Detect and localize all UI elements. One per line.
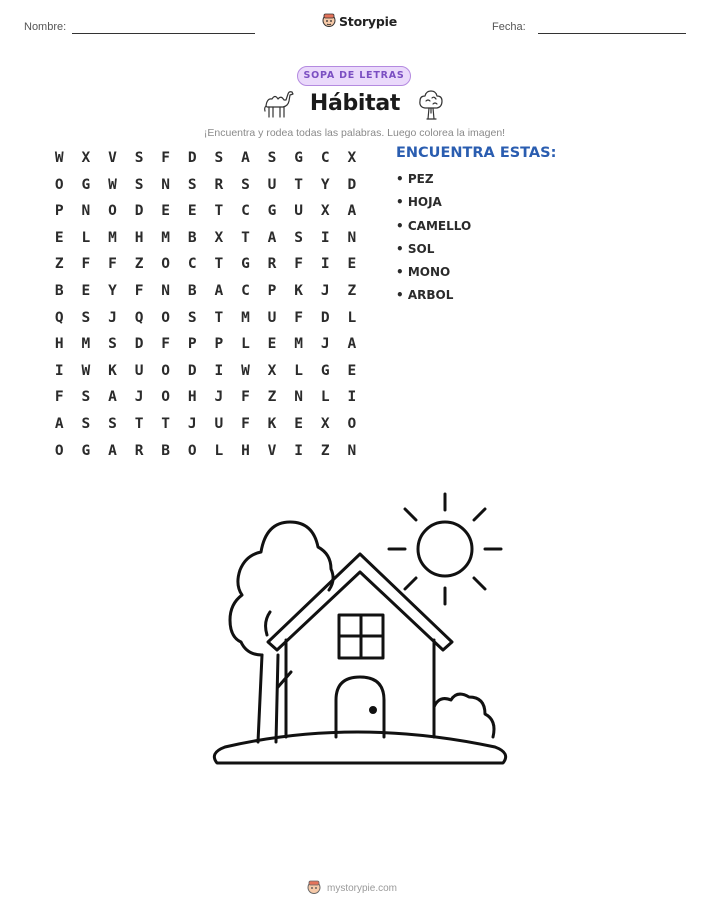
grid-letter[interactable]: S [187, 309, 197, 326]
grid-letter[interactable]: C [241, 203, 250, 220]
grid-letter[interactable]: I [347, 389, 357, 406]
instructions: ¡Encuentra y rodea todas las palabras. Luego colorea la imagen! [203, 127, 506, 139]
grid-letter[interactable]: O [187, 442, 197, 459]
grid-letter[interactable]: K [108, 362, 117, 379]
house-illustration[interactable] [205, 492, 510, 777]
grid-letter[interactable]: A [54, 415, 64, 432]
grid-letter[interactable]: H [241, 442, 250, 459]
grid-letter[interactable]: L [81, 229, 91, 246]
grid-letter[interactable]: D [134, 336, 144, 353]
grid-row [46, 176, 365, 203]
word-list-item: • SOL [396, 241, 435, 256]
date-label: Fecha: [492, 21, 526, 33]
grid-letter[interactable]: S [214, 150, 224, 166]
grid-letter[interactable]: G [81, 176, 91, 193]
grid-letter[interactable]: O [54, 176, 64, 193]
grid-letter[interactable]: N [161, 282, 171, 299]
grid-letter[interactable]: T [134, 415, 144, 432]
grid-letter[interactable]: P [54, 203, 64, 220]
grid-letter[interactable]: H [134, 229, 144, 246]
grid-letter[interactable]: B [187, 229, 197, 246]
tree-drawing [230, 522, 333, 742]
grid-letter[interactable]: G [81, 442, 91, 459]
grid-letter[interactable]: C [320, 150, 330, 166]
grid-letter[interactable]: M [108, 229, 117, 246]
grid-letter[interactable]: Z [320, 442, 330, 459]
grid-row [46, 229, 365, 256]
brand-name: Storypie [339, 13, 397, 29]
grid-letter[interactable]: G [241, 256, 250, 273]
grid-letter[interactable]: F [294, 309, 303, 326]
grid-letter[interactable]: A [347, 336, 357, 353]
grid-letter[interactable]: S [241, 176, 250, 193]
grid-letter[interactable]: F [134, 282, 144, 299]
grid-letter[interactable]: E [161, 203, 171, 220]
grid-letter[interactable]: F [81, 256, 91, 273]
grid-letter[interactable]: L [294, 362, 303, 379]
storypie-logo-icon [322, 13, 336, 29]
grid-letter[interactable]: J [187, 415, 197, 432]
brand-logo [322, 13, 397, 29]
grid-row [46, 415, 365, 442]
footer-url[interactable]: mystorypie.com [327, 882, 398, 894]
grid-letter[interactable]: L [347, 309, 357, 326]
grid-letter[interactable]: Z [347, 282, 357, 299]
grid-letter[interactable]: I [320, 256, 330, 273]
grid-letter[interactable]: X [267, 362, 277, 379]
house-drawing [268, 554, 452, 737]
grid-letter[interactable]: P [267, 282, 277, 299]
grid-letter[interactable]: U [214, 415, 224, 432]
grid-row [46, 202, 365, 229]
word-list-item: • HOJA [396, 195, 442, 210]
grid-letter[interactable]: A [108, 442, 117, 459]
word-list [396, 172, 471, 312]
grid-letter[interactable]: T [214, 309, 224, 326]
name-label: Nombre: [24, 21, 67, 33]
grid-letter[interactable]: L [214, 442, 224, 459]
grid-letter[interactable]: P [187, 336, 197, 353]
grid-letter[interactable]: F [108, 256, 117, 273]
storypie-logo-icon [307, 880, 321, 896]
grid-letter[interactable]: T [214, 256, 224, 273]
grid-letter[interactable]: J [214, 389, 224, 406]
grid-row [46, 362, 365, 389]
grid-letter[interactable]: N [161, 176, 171, 193]
grid-letter[interactable]: U [267, 176, 277, 193]
grid-letter[interactable]: C [187, 256, 197, 273]
grid-letter[interactable]: X [320, 415, 330, 432]
bush-drawing [434, 694, 494, 737]
grid-letter[interactable]: W [241, 362, 250, 379]
grid-letter[interactable]: O [161, 256, 171, 273]
grid-letter[interactable]: M [81, 336, 91, 353]
grid-letter[interactable]: T [214, 203, 224, 220]
grid-letter[interactable]: M [294, 336, 303, 353]
grid-letter[interactable]: A [347, 203, 357, 220]
grid-letter[interactable]: Z [267, 389, 277, 406]
grid-letter[interactable]: D [134, 203, 144, 220]
grid-letter[interactable]: S [267, 150, 277, 166]
grid-letter[interactable]: R [214, 176, 224, 193]
grid-letter[interactable]: L [320, 389, 330, 406]
grid-letter[interactable]: X [81, 150, 91, 166]
grid-letter[interactable]: D [320, 309, 330, 326]
grid-letter[interactable]: O [347, 415, 357, 432]
grid-letter[interactable]: F [161, 336, 171, 353]
grid-letter[interactable]: F [241, 415, 250, 432]
grid-letter[interactable]: F [161, 150, 171, 166]
grid-letter[interactable]: B [161, 442, 171, 459]
grid-letter[interactable]: Z [134, 256, 144, 273]
grid-letter[interactable]: S [108, 415, 117, 432]
grid-letter[interactable]: V [108, 150, 117, 166]
name-line [72, 33, 255, 34]
grid-row [46, 442, 365, 469]
grid-letter[interactable]: A [108, 389, 117, 406]
grid-letter[interactable]: O [54, 442, 64, 459]
grid-letter[interactable]: R [267, 256, 277, 273]
grid-letter[interactable]: I [320, 229, 330, 246]
grid-letter[interactable]: Y [320, 176, 330, 193]
grid-row [46, 335, 365, 362]
grid-letter[interactable]: X [347, 150, 357, 166]
grid-letter[interactable]: S [81, 389, 91, 406]
date-line [538, 33, 686, 34]
grid-letter[interactable]: G [320, 362, 330, 379]
grid-letter[interactable]: N [81, 203, 91, 220]
grid-letter[interactable]: M [241, 309, 250, 326]
grid-letter[interactable]: S [187, 176, 197, 193]
grid-letter[interactable]: F [54, 389, 64, 406]
grid-letter[interactable]: L [241, 336, 250, 353]
grid-letter[interactable]: S [134, 176, 144, 193]
grid-letter[interactable]: E [347, 256, 357, 273]
grid-letter[interactable]: I [294, 442, 303, 459]
grid-letter[interactable]: J [134, 389, 144, 406]
grid-letter[interactable]: S [294, 229, 303, 246]
grid-row [46, 149, 365, 176]
grid-letter[interactable]: R [134, 442, 144, 459]
grid-letter[interactable]: D [187, 150, 197, 166]
grid-letter[interactable]: T [161, 415, 171, 432]
grid-letter[interactable]: K [294, 282, 303, 299]
grid-letter[interactable]: N [294, 389, 303, 406]
word-list-item: • CAMELLO [396, 218, 472, 233]
grid-letter[interactable]: M [161, 229, 171, 246]
grid-letter[interactable]: S [81, 415, 91, 432]
grid-letter[interactable]: A [241, 150, 250, 166]
grid-letter[interactable]: C [241, 282, 250, 299]
grid-letter[interactable]: D [187, 362, 197, 379]
grid-letter[interactable]: E [347, 362, 357, 379]
word-search-grid[interactable] [46, 149, 365, 468]
grid-letter[interactable]: B [187, 282, 197, 299]
grid-letter[interactable]: O [108, 203, 117, 220]
grid-letter[interactable]: O [161, 362, 171, 379]
grid-letter[interactable]: G [294, 150, 303, 166]
grid-letter[interactable]: I [54, 362, 64, 379]
grid-letter[interactable]: O [161, 309, 171, 326]
grid-letter[interactable]: H [54, 336, 64, 353]
grid-letter[interactable]: A [267, 229, 277, 246]
grid-row [46, 309, 365, 336]
grid-row [46, 282, 365, 309]
grid-letter[interactable]: F [294, 256, 303, 273]
grid-letter[interactable]: E [81, 282, 91, 299]
grid-letter[interactable]: S [108, 336, 117, 353]
grid-letter[interactable]: U [267, 309, 277, 326]
grid-letter[interactable]: E [54, 229, 64, 246]
grid-letter[interactable]: Y [108, 282, 117, 299]
grid-letter[interactable]: U [294, 203, 303, 220]
grid-letter[interactable]: X [214, 229, 224, 246]
grid-letter[interactable]: B [54, 282, 64, 299]
grid-letter[interactable]: W [81, 362, 91, 379]
grid-letter[interactable]: A [214, 282, 224, 299]
grid-letter[interactable]: W [54, 150, 64, 166]
sun-drawing [389, 494, 501, 604]
grid-letter[interactable]: P [214, 336, 224, 353]
grid-row [46, 388, 365, 415]
grid-letter[interactable]: W [108, 176, 117, 193]
word-list-title: ENCUENTRA ESTAS: [396, 145, 557, 161]
grid-letter[interactable]: Z [54, 256, 64, 273]
grid-letter[interactable]: X [320, 203, 330, 220]
page-title: Hábitat [309, 91, 401, 116]
grid-letter[interactable]: N [347, 442, 357, 459]
worksheet-type-badge: SOPA DE LETRAS [297, 66, 411, 86]
grid-letter[interactable]: T [241, 229, 250, 246]
grid-letter[interactable]: Q [54, 309, 64, 326]
grid-letter[interactable]: G [267, 203, 277, 220]
grid-letter[interactable]: F [241, 389, 250, 406]
grid-letter[interactable]: J [108, 309, 117, 326]
tree-icon [416, 88, 446, 122]
grid-letter[interactable]: V [267, 442, 277, 459]
grid-row [46, 255, 365, 282]
grid-letter[interactable]: J [320, 336, 330, 353]
grid-letter[interactable]: S [81, 309, 91, 326]
grid-letter[interactable]: E [267, 336, 277, 353]
footer [307, 880, 397, 896]
word-list-item: • ARBOL [396, 288, 454, 303]
grid-letter[interactable]: T [294, 176, 303, 193]
grid-letter[interactable]: I [214, 362, 224, 379]
grid-letter[interactable]: Q [134, 309, 144, 326]
grid-letter[interactable]: K [267, 415, 277, 432]
grid-letter[interactable]: O [161, 389, 171, 406]
grid-letter[interactable]: H [187, 389, 197, 406]
grid-letter[interactable]: E [187, 203, 197, 220]
grid-letter[interactable]: E [294, 415, 303, 432]
grid-letter[interactable]: S [134, 150, 144, 166]
grid-letter[interactable]: D [347, 176, 357, 193]
word-list-item: • PEZ [396, 172, 434, 186]
grid-letter[interactable]: U [134, 362, 144, 379]
grid-letter[interactable]: N [347, 229, 357, 246]
grid-letter[interactable]: J [320, 282, 330, 299]
word-list-item: • MONO [396, 265, 451, 280]
